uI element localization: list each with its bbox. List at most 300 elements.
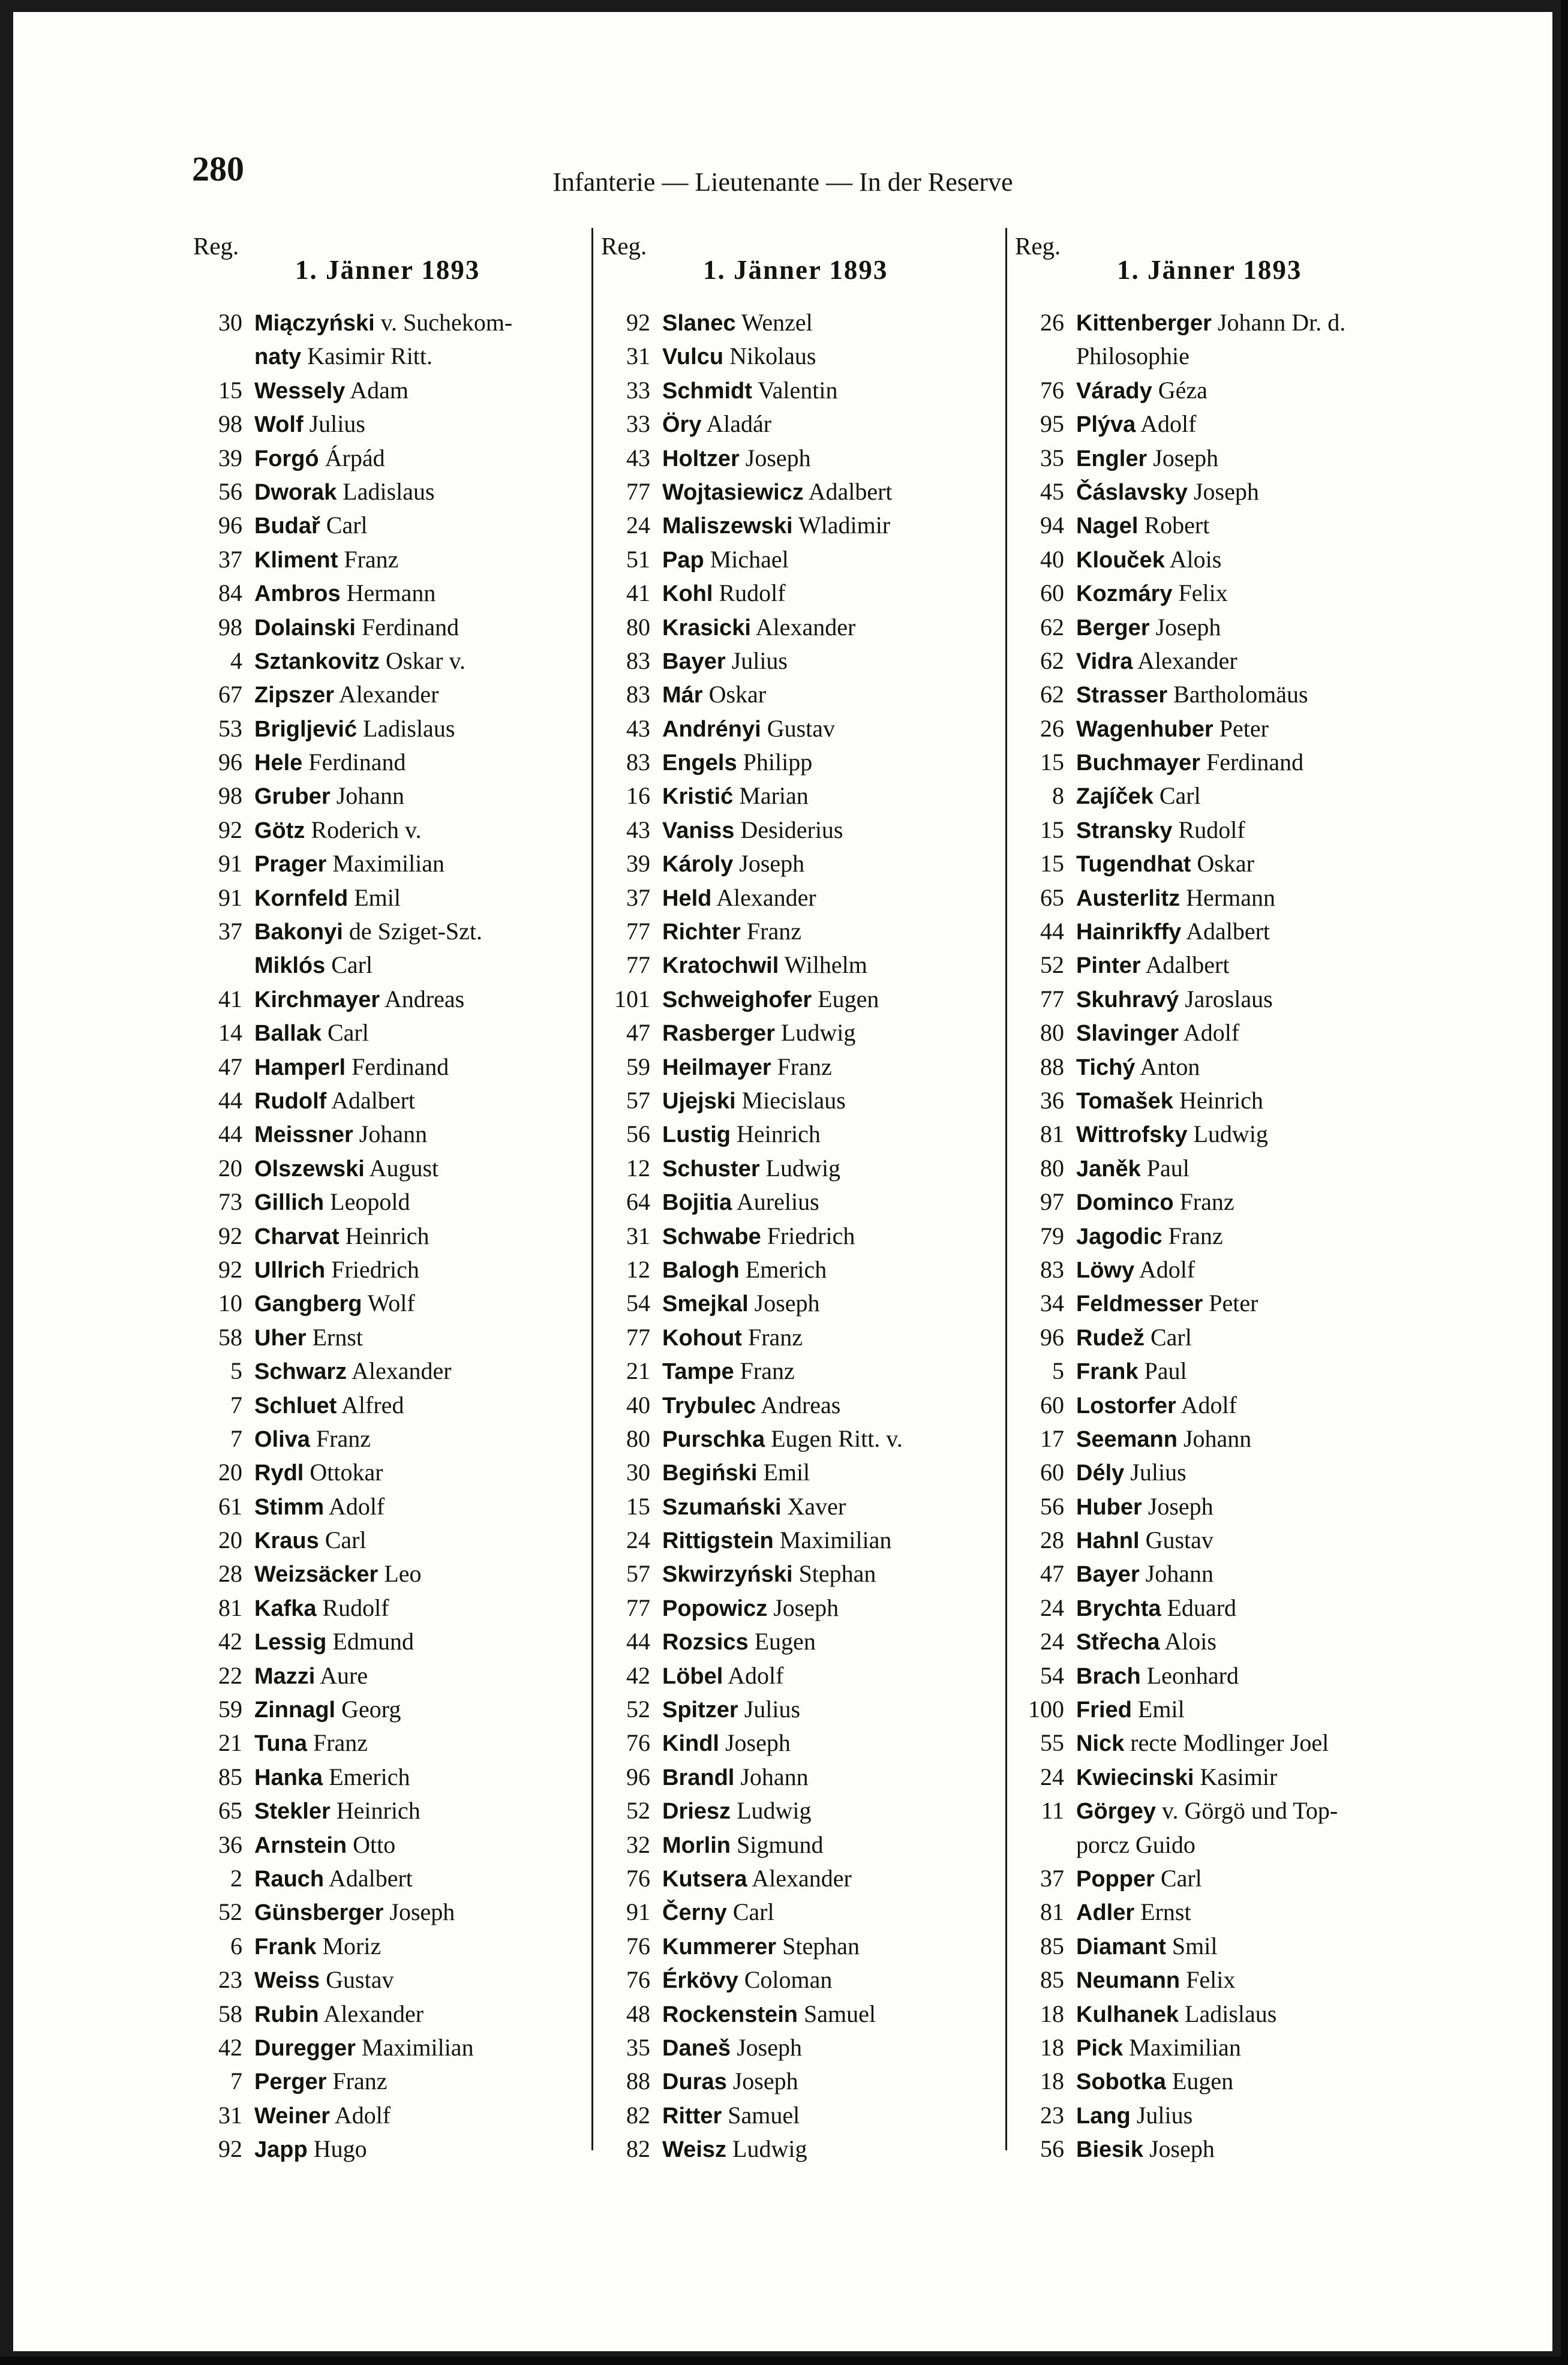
regiment-number: 94: [1040, 512, 1064, 539]
officer-name: [1076, 881, 1275, 915]
surname: Miączyński: [254, 311, 375, 336]
given-names: porcz Guido: [1076, 1831, 1195, 1858]
surname: Dominco: [1076, 1190, 1174, 1216]
list-item: [595, 2031, 1009, 2065]
surname: Kliment: [254, 547, 338, 573]
regiment-number: 98: [218, 410, 242, 438]
surname: naty: [254, 344, 302, 370]
given-names: Stephan: [792, 1560, 876, 1588]
surname: Seemann: [1076, 1426, 1177, 1452]
regiment-number: 82: [626, 2135, 650, 2163]
column-header: [187, 228, 595, 306]
regiment-number: 95: [1040, 410, 1064, 438]
list-item: [1009, 881, 1429, 915]
given-names: Anton: [1135, 1053, 1200, 1080]
regiment-number: 81: [1040, 1898, 1064, 1926]
given-names: Franz: [741, 1323, 803, 1351]
given-names: Carl: [325, 951, 373, 979]
regiment-number: 20: [218, 1154, 242, 1182]
surname: Kafka: [254, 1595, 317, 1621]
list-item: [187, 374, 595, 407]
regiment-number: 92: [626, 309, 650, 336]
list-item: [1009, 1659, 1429, 1693]
regiment-number: 85: [1040, 1966, 1064, 1994]
given-names: Miecislaus: [735, 1086, 846, 1114]
surname: Morlin: [662, 1832, 731, 1858]
regiment-number: 44: [218, 1086, 242, 1114]
given-names: Ludwig: [774, 1019, 856, 1047]
officer-name: [1076, 407, 1196, 441]
surname: Skuhravý: [1076, 987, 1179, 1012]
officer-name: [254, 1963, 393, 1997]
regiment-number: 33: [626, 410, 650, 438]
surname: Bakonyi: [254, 919, 343, 945]
given-names: Paul: [1138, 1357, 1187, 1385]
regiment-number: 77: [626, 1323, 650, 1351]
officer-name: [662, 644, 788, 678]
regiment-number: 31: [626, 1222, 650, 1249]
officer-name: [1076, 1152, 1189, 1186]
list-item: [595, 678, 1009, 711]
regiment-number: 81: [218, 1594, 242, 1621]
regiment-number: 26: [1040, 309, 1064, 336]
regiment-number: 91: [218, 850, 242, 878]
list-item: [595, 1659, 1009, 1693]
regiment-number: 24: [1040, 1594, 1064, 1621]
given-names: Maximilian: [355, 2033, 474, 2061]
officer-name: [662, 407, 771, 441]
surname: Frank: [1076, 1359, 1139, 1385]
regiment-number: 18: [1040, 2068, 1064, 2095]
given-names: Ferdinand: [1200, 749, 1304, 776]
officer-name: [254, 1152, 438, 1186]
column-2: [595, 228, 1009, 2166]
officer-name: [1076, 339, 1189, 374]
surname: Slanec: [662, 311, 736, 336]
reg-label: Reg.: [193, 232, 239, 260]
list-item: [187, 339, 595, 373]
regiment-number: 80: [1040, 1019, 1064, 1047]
surname: Miklós: [254, 953, 326, 979]
given-names: Eugen: [812, 985, 879, 1012]
regiment-number: 14: [218, 1019, 242, 1047]
list-item: [187, 2099, 595, 2132]
list-item: [1009, 2099, 1429, 2132]
list-item: [187, 1219, 595, 1253]
list-item: [1009, 1895, 1429, 1929]
list-item: [187, 407, 595, 441]
officer-name: [662, 779, 809, 813]
officer-name: [662, 374, 837, 408]
officer-name: [1076, 1016, 1239, 1050]
given-names: v. Görgö und Top-: [1156, 1797, 1338, 1825]
list-item: [1009, 1693, 1429, 1726]
list-item: [1009, 1219, 1429, 1253]
regiment-number: 67: [218, 681, 242, 708]
officer-name: [1076, 1760, 1277, 1795]
list-item: [1009, 611, 1429, 644]
given-names: Michael: [704, 545, 789, 573]
officer-name: [1076, 1963, 1235, 1997]
given-names: Adalbert: [324, 1864, 413, 1892]
given-names: Adolf: [1136, 410, 1197, 438]
list-item: [1009, 1862, 1429, 1895]
officer-name: [254, 1490, 385, 1524]
officer-name: [254, 2031, 474, 2065]
list-item: [595, 1117, 1009, 1151]
surname: Diamant: [1076, 1934, 1166, 1960]
officer-name: [254, 1930, 381, 1964]
surname: Hainrikffy: [1076, 919, 1182, 945]
officer-name: [254, 374, 408, 408]
reg-label: Reg.: [601, 232, 647, 260]
officer-name: [254, 881, 401, 915]
given-names: Alfred: [337, 1391, 404, 1419]
given-names: August: [364, 1154, 439, 1182]
list-item: [595, 1591, 1009, 1625]
surname: Rydl: [254, 1461, 304, 1486]
given-names: Carl: [321, 1019, 369, 1047]
column-header: [595, 228, 1009, 306]
surname: Schmidt: [662, 378, 752, 404]
surname: Plýva: [1076, 412, 1136, 438]
surname: Wittrofsky: [1076, 1122, 1188, 1148]
officer-name: [662, 678, 766, 712]
given-names: Wenzel: [735, 309, 813, 336]
list-item: [187, 1253, 595, 1287]
given-names: Adalbert: [326, 1086, 416, 1114]
surname: Tichý: [1076, 1054, 1136, 1080]
officer-name: [1076, 475, 1259, 509]
regiment-number: 56: [1040, 1492, 1064, 1520]
list-item: [1009, 1287, 1429, 1320]
regiment-number: 42: [626, 1661, 650, 1689]
officer-name: [1076, 306, 1345, 340]
list-item: [595, 1219, 1009, 1253]
given-names: Adam: [345, 376, 408, 404]
officer-name: [662, 509, 890, 543]
officer-name: [662, 1828, 823, 1862]
list-item: [595, 1862, 1009, 1895]
surname: Biesik: [1076, 2137, 1143, 2163]
scan-edge-right: [1561, 0, 1568, 2365]
given-names: Heinrich: [339, 1222, 429, 1249]
list-item: [187, 306, 595, 339]
surname: Vulcu: [662, 344, 724, 370]
given-names: Johann: [1177, 1425, 1252, 1452]
list-item: [595, 915, 1009, 948]
given-names: Adalbert: [1181, 918, 1270, 945]
surname: Kristić: [662, 784, 734, 810]
surname: Hanka: [254, 1765, 323, 1790]
list-item: [595, 1625, 1009, 1658]
officer-name: [1076, 644, 1237, 678]
regiment-number: 57: [626, 1560, 650, 1588]
officer-name: [1076, 611, 1221, 645]
given-names: de Sziget-Szt.: [343, 918, 482, 945]
regiment-number: 40: [1040, 545, 1064, 573]
given-names: Wladimir: [792, 512, 891, 539]
surname: Kwiecinski: [1076, 1765, 1194, 1790]
regiment-number: 20: [218, 1459, 242, 1486]
given-names: Joseph: [383, 1898, 455, 1926]
list-item: [187, 1321, 595, 1354]
regiment-number: 10: [218, 1290, 242, 1317]
given-names: Gustav: [320, 1966, 394, 1994]
regiment-number: 44: [218, 1120, 242, 1148]
officer-name: [662, 1523, 891, 1558]
surname: Vidra: [1076, 648, 1133, 674]
officer-name: [254, 1591, 389, 1625]
surname: Buchmayer: [1076, 750, 1200, 776]
surname: Nick: [1076, 1731, 1125, 1757]
regiment-number: 43: [626, 714, 650, 742]
given-names: Wilhelm: [779, 951, 867, 979]
officer-name: [1076, 543, 1221, 577]
regiment-number: 65: [1040, 884, 1064, 911]
surname: Gillich: [254, 1190, 325, 1216]
scan-edge-bottom: [0, 2357, 1568, 2365]
surname: Rubin: [254, 2002, 319, 2027]
regiment-number: 47: [1040, 1560, 1064, 1588]
given-names: Felix: [1172, 579, 1228, 607]
regiment-number: 37: [218, 545, 242, 573]
list-item: [187, 1389, 595, 1422]
given-names: Valentin: [752, 376, 838, 404]
regiment-number: 80: [1040, 1154, 1064, 1182]
given-names: Rudolf: [316, 1594, 389, 1621]
given-names: Joseph: [1143, 2135, 1215, 2163]
officer-name: [1076, 1557, 1213, 1591]
surname: Wolf: [254, 412, 304, 438]
given-names: Carl: [1154, 1864, 1202, 1892]
surname: Prager: [254, 852, 327, 878]
list-item: [187, 1760, 595, 1794]
surname: Érkövy: [662, 1968, 738, 1994]
list-item: [595, 1895, 1009, 1929]
given-names: Géza: [1152, 376, 1207, 404]
given-names: Stephan: [776, 1932, 860, 1960]
officer-name: [662, 1185, 819, 1219]
list-item: [595, 543, 1009, 576]
list-item: [1009, 1591, 1429, 1625]
list-item: [187, 509, 595, 542]
given-names: recte Modlinger Joel: [1124, 1729, 1329, 1757]
officer-name: [254, 1659, 368, 1693]
officer-name: [662, 1117, 821, 1152]
list-item: [595, 881, 1009, 915]
regiment-number: 5: [230, 1357, 242, 1385]
list-item: [1009, 576, 1429, 610]
surname: Görgey: [1076, 1799, 1157, 1825]
regiment-number: 15: [626, 1492, 650, 1520]
officer-name: [254, 306, 512, 340]
officer-name: [1076, 2132, 1215, 2166]
regiment-number: 28: [218, 1560, 242, 1588]
officer-name: [662, 712, 835, 746]
list-item: [1009, 1185, 1429, 1219]
officer-name: [254, 847, 444, 881]
given-names: Adolf: [324, 1492, 385, 1520]
list-item: [187, 1963, 595, 1997]
surname: Zipszer: [254, 683, 335, 708]
list-item: [1009, 1930, 1429, 1963]
given-names: Hugo: [307, 2135, 367, 2163]
surname: Gangberg: [254, 1291, 362, 1317]
surname: Engels: [662, 750, 737, 776]
list-item: [187, 1625, 595, 1658]
given-names: Georg: [335, 1696, 401, 1723]
surname: Slavinger: [1076, 1021, 1179, 1047]
entry-list: [187, 306, 595, 2166]
officer-name: [662, 1726, 791, 1760]
regiment-number: 92: [218, 1222, 242, 1249]
list-item: [187, 948, 595, 982]
list-item: [1009, 1828, 1429, 1862]
officer-name: [1076, 2099, 1192, 2133]
surname: Lustig: [662, 1122, 731, 1148]
officer-name: [254, 1050, 449, 1084]
regiment-number: 37: [1040, 1864, 1064, 1892]
officer-name: [254, 441, 385, 476]
regiment-number: 55: [1040, 1729, 1064, 1757]
regiment-number: 83: [626, 681, 650, 708]
officer-name: [1076, 1625, 1216, 1659]
given-names: Eugen Ritt. v.: [765, 1425, 903, 1452]
surname: Tomašek: [1076, 1088, 1173, 1114]
list-item: [187, 1895, 595, 1929]
given-names: Emerich: [323, 1763, 410, 1790]
regiment-number: 77: [626, 951, 650, 979]
running-head: Infanterie — Lieutenante — In der Reserve: [552, 167, 1013, 197]
regiment-number: 2: [230, 1864, 242, 1892]
list-item: [595, 644, 1009, 678]
given-names: Rudolf: [713, 579, 786, 607]
regiment-number: 62: [1040, 647, 1064, 674]
regiment-number: 62: [1040, 681, 1064, 708]
reg-label: Reg.: [1015, 232, 1061, 260]
list-item: [187, 475, 595, 509]
surname: Bayer: [662, 648, 726, 674]
given-names: Johann: [330, 782, 405, 810]
officer-name: [662, 1456, 810, 1490]
list-item: [595, 847, 1009, 881]
given-names: Carl: [1145, 1323, 1192, 1351]
regiment-number: 23: [218, 1966, 242, 1994]
entry-list: [1009, 306, 1429, 2166]
officer-name: [662, 1557, 876, 1591]
given-names: Julius: [725, 647, 788, 674]
given-names: Samuel: [722, 2101, 800, 2129]
list-item: [187, 576, 595, 610]
given-names: Ernst: [306, 1323, 364, 1351]
list-item: [1009, 1253, 1429, 1287]
officer-name: [254, 2065, 387, 2099]
given-names: Adolf: [1179, 1019, 1240, 1047]
officer-name: [1076, 948, 1229, 982]
list-item: [595, 779, 1009, 813]
officer-name: [254, 1117, 427, 1152]
regiment-number: 77: [626, 477, 650, 505]
officer-name: [1076, 1354, 1187, 1389]
regiment-number: 83: [1040, 1255, 1064, 1283]
list-item: [1009, 509, 1429, 542]
regiment-number: 23: [1040, 2101, 1064, 2129]
list-item: [187, 1557, 595, 1591]
list-item: [187, 1422, 595, 1456]
surname: Popowicz: [662, 1595, 768, 1621]
list-item: [595, 407, 1009, 441]
surname: Öry: [662, 412, 702, 438]
officer-name: [1076, 374, 1207, 408]
given-names: Nikolaus: [723, 342, 816, 370]
given-names: Heinrich: [330, 1797, 420, 1825]
regiment-number: 91: [626, 1898, 650, 1926]
given-names: Adalbert: [1140, 951, 1230, 979]
regiment-number: 65: [218, 1797, 242, 1825]
officer-name: [1076, 712, 1269, 746]
regiment-number: 77: [626, 918, 650, 945]
given-names: Ludwig: [1187, 1120, 1268, 1148]
surname: Schwarz: [254, 1359, 347, 1385]
regiment-number: 31: [218, 2101, 242, 2129]
column-1: [187, 228, 595, 2166]
list-item: [1009, 1354, 1429, 1388]
list-item: [595, 1557, 1009, 1591]
officer-name: [662, 847, 804, 881]
surname: Olszewski: [254, 1156, 365, 1182]
list-item: [187, 1117, 595, 1151]
regiment-number: 57: [626, 1086, 650, 1114]
surname: Kozmáry: [1076, 581, 1173, 607]
regiment-number: 92: [218, 2135, 242, 2163]
surname: Rasberger: [662, 1021, 775, 1047]
officer-name: [1076, 915, 1270, 949]
list-item: [595, 1997, 1009, 2031]
list-item: [1009, 2031, 1429, 2065]
given-names: Eugen: [748, 1628, 816, 1655]
regiment-number: 24: [626, 1526, 650, 1554]
list-item: [187, 1456, 595, 1489]
list-item: [595, 1050, 1009, 1084]
list-item: [595, 982, 1009, 1016]
given-names: Alexander: [1133, 647, 1237, 674]
regiment-number: 21: [626, 1357, 650, 1385]
regiment-number: 52: [626, 1696, 650, 1723]
list-item: [187, 1016, 595, 1050]
officer-name: [254, 1321, 363, 1355]
surname: Janěk: [1076, 1156, 1141, 1182]
list-item: [1009, 813, 1429, 847]
surname: Duras: [662, 2069, 727, 2095]
given-names: Bartholomäus: [1167, 681, 1308, 708]
list-item: [595, 1084, 1009, 1117]
regiment-number: 42: [218, 2033, 242, 2061]
officer-name: [1076, 813, 1245, 848]
regiment-number: 52: [218, 1898, 242, 1926]
regiment-number: 24: [626, 512, 650, 539]
officer-name: [662, 881, 816, 915]
surname: Meissner: [254, 1122, 353, 1148]
list-item: [187, 644, 595, 678]
regiment-number: 31: [626, 342, 650, 370]
officer-name: [1076, 1084, 1263, 1118]
given-names: Aure: [315, 1661, 368, 1689]
surname: Held: [662, 885, 712, 911]
surname: Perger: [254, 2069, 327, 2095]
surname: Balogh: [662, 1257, 740, 1283]
list-item: [1009, 306, 1429, 339]
